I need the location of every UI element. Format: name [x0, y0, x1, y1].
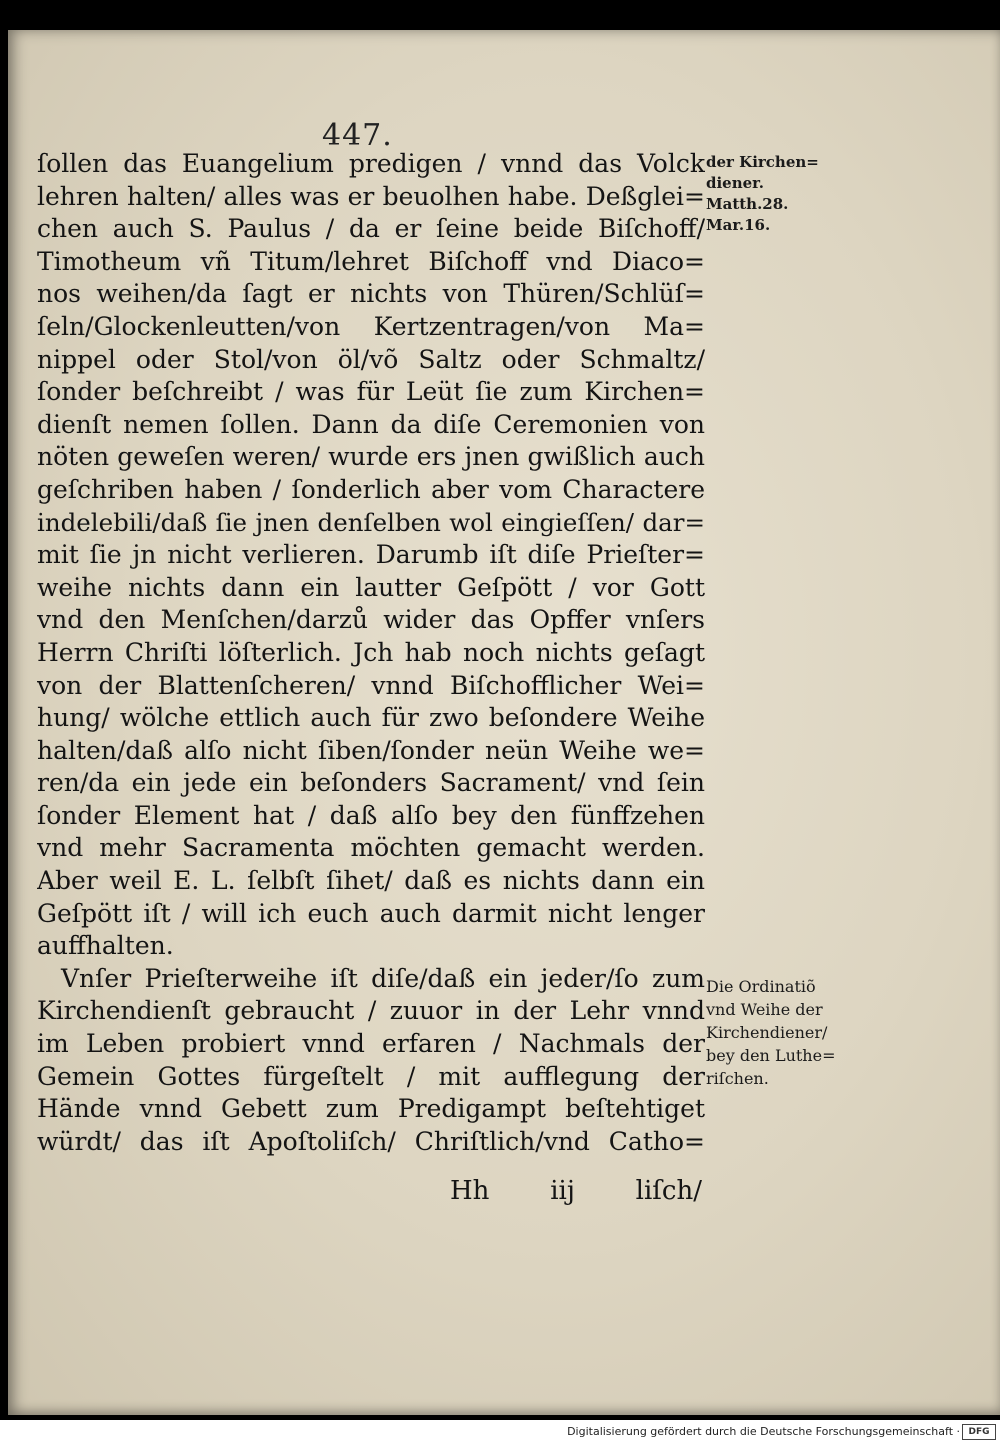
- text-line: nos weihen/da ſagt er nichts von Thüren/Schlüſ=: [37, 279, 705, 309]
- text-line: würdt/ das iſt Apoſtoliſch/ Chriſtlich/vnd Catho=: [37, 1126, 705, 1156]
- text-line: hung/ wölche ettlich auch für zwo beſondere Weihe: [37, 703, 705, 733]
- text-line: dienſt nemen ſollen. Dann da diſe Ceremonien von: [37, 409, 705, 439]
- funding-credit: Digitalisierung gefördert durch die Deutsche Forschungsgemeinschaft ·: [567, 1425, 960, 1438]
- text-line: chen auch S. Paulus / da er ſeine beide Biſchoff/: [37, 214, 705, 244]
- text-line: vnd den Menſchen/darzů wider das Opffer vnſers: [37, 605, 705, 635]
- text-line: Gemein Gottes fürgeſtelt / mit aufflegung der: [37, 1061, 705, 1091]
- main-text-block: [37, 148, 705, 1158]
- margin-note-line: vnd Weihe der: [706, 1000, 823, 1019]
- text-line: nippel oder Stol/von öl/võ Saltz oder Schmaltz/: [37, 344, 705, 374]
- margin-note-line: bey den Luthe=: [706, 1046, 836, 1065]
- text-line: ſonder beſchreibt / was für Leüt ſie zum Kirchen=: [37, 377, 705, 407]
- margin-note-line: der Kirchen=: [706, 153, 819, 171]
- folio-mark: iij: [550, 1176, 575, 1206]
- dfg-logo-icon: DFG: [962, 1424, 996, 1440]
- text-line: Vnſer Prieſterweihe iſt diſe/daß ein jeder/ſo zum: [61, 963, 705, 993]
- text-line: mit ſie jn nicht verlieren. Darumb iſt diſe Prieſter=: [37, 540, 705, 570]
- text-line: ſollen das Euangelium predigen / vnnd das Volck: [37, 149, 705, 178]
- margin-note-line: Matth.28.: [706, 195, 789, 213]
- text-line: Aber weil E. L. ſelbſt ſihet/ daß es nichts dann ein: [37, 866, 705, 896]
- text-line: ren/da ein jede ein beſonders Sacrament/ vnd ſein: [37, 768, 705, 798]
- margin-note-line: Kirchendiener/: [706, 1023, 828, 1042]
- text-line: weihe nichts dann ein lautter Geſpött / vor Gott: [37, 572, 705, 602]
- page-number: 447.: [322, 118, 393, 153]
- text-line: auffhalten.: [37, 931, 174, 961]
- margin-note-line: riſchen.: [706, 1069, 769, 1088]
- catchline: [450, 1176, 702, 1212]
- text-line: halten/daß alſo nicht ſiben/ſonder neün Weihe we=: [37, 735, 705, 765]
- text-line: im Leben probiert vnnd erfaren / Nachmals der: [37, 1029, 705, 1059]
- text-line: Timotheum vñ Titum/lehret Biſchoff vnd Diaco=: [37, 246, 705, 276]
- text-line: ſonder Element hat / daß alſo bey den fünffzehen: [37, 800, 705, 830]
- text-line: Hände vnnd Gebett zum Predigampt beſtehtiget: [37, 1094, 705, 1124]
- footer-bar: [0, 1420, 1000, 1443]
- text-line: nöten geweſen weren/ wurde ers jnen gwißlich auch: [37, 442, 705, 472]
- text-line: Kirchendienſt gebraucht / zuuor in der Lehr vnnd: [37, 996, 705, 1026]
- text-line: ſeln/Glockenleutten/von Kertzentragen/von Ma=: [37, 311, 705, 341]
- text-line: von der Blattenſcheren/ vnnd Biſchofflicher Wei=: [37, 670, 705, 700]
- text-line: lehren halten/ alles was er beuolhen habe. Deßglei=: [37, 181, 705, 211]
- text-line: Herrn Chriſti löſterlich. Jch hab noch nichts geſagt: [37, 637, 705, 667]
- catchword: liſch/: [635, 1176, 702, 1206]
- signature-mark: Hh: [450, 1176, 490, 1206]
- margin-note-line: diener.: [706, 174, 764, 192]
- margin-note-ordination: [706, 975, 842, 1090]
- text-line: vnd mehr Sacramenta möchten gemacht werden.: [37, 833, 705, 863]
- margin-note-line: Mar.16.: [706, 216, 771, 234]
- text-line: Geſpött iſt / will ich euch auch darmit nicht lenger: [37, 898, 705, 928]
- margin-note-line: Die Ordinatiõ: [706, 977, 816, 996]
- text-line: geſchriben haben / ſonderlich aber vom Charactere: [37, 474, 705, 504]
- margin-note-kirchendiener: [706, 152, 842, 236]
- text-line: indelebili/daß ſie jnen denſelben wol eingieſſen/ dar=: [37, 507, 705, 537]
